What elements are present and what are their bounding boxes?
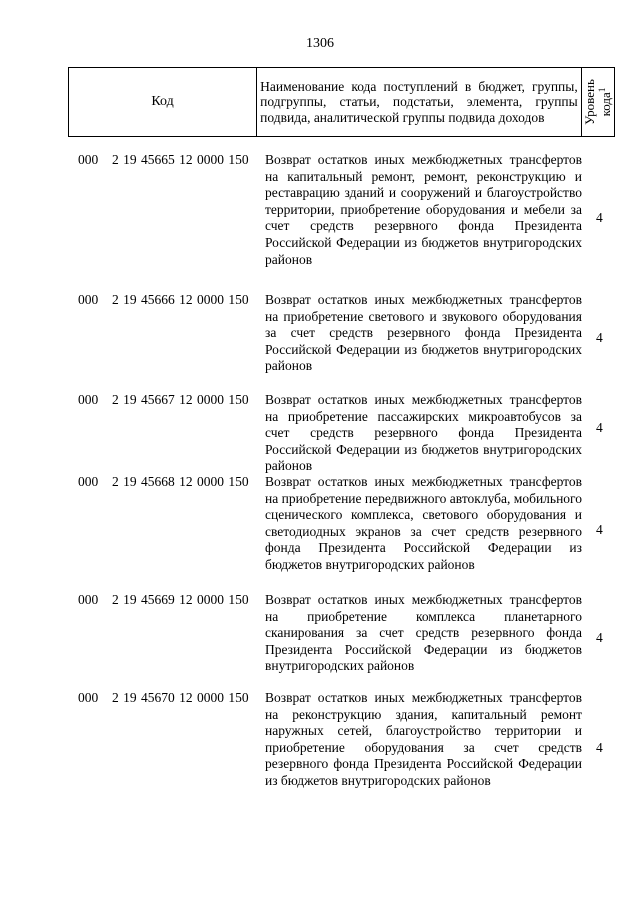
row-admin-code: 000 [78,690,99,705]
row-level: 4 [596,330,603,345]
page-number: 1306 [306,36,334,51]
row-code [78,152,249,168]
row-revenue-code: 2 19 45670 12 0000 150 [112,690,249,705]
header-name: Наименование кода поступлений в бюджет, группы, подгруппы, статьи, подстатьи, элемента, группы подвида, аналитической группы подвида доходов [257,68,582,137]
header-level-line1: Уровень [581,79,597,125]
row-level: 4 [596,740,603,755]
row-level: 4 [596,420,603,435]
row-revenue-code: 2 19 45669 12 0000 150 [112,592,249,607]
row-level: 4 [596,210,603,225]
header-level-text [581,79,614,125]
row-revenue-code: 2 19 45668 12 0000 150 [112,474,249,489]
header-level [581,68,614,137]
row-code [78,690,249,706]
row-admin-code: 000 [78,592,99,607]
row-name: Возврат остатков иных межбюджетных трансфертов на приобретение пассажирских микроавтобусов за счет средств резервного фонда Президента Российской Федерации из бюджетов внутригородских районов [265,392,582,474]
table-header [68,67,615,137]
header-code: Код [69,68,257,137]
row-name: Возврат остатков иных межбюджетных трансфертов на реконструкцию здания, капитальный ремонт наружных сетей, благоустройство территории и приобретение оборудования за счет средств резервного фонда Президента Российской Федерации из бюджетов внутригородских районов [265,690,582,788]
row-admin-code: 000 [78,292,99,307]
row-code [78,592,249,608]
row-name: Возврат остатков иных межбюджетных трансфертов на капитальный ремонт, ремонт, реконструкцию и реставрацию зданий и сооружений и благоустройство территории, приобретение оборудования и мебели за счет средств резервного фонда Президента Российской Федерации из бюджетов внутригородских районов [265,152,582,267]
row-name: Возврат остатков иных межбюджетных трансфертов на приобретение комплекса планетарного сканирования за счет средств резервного фонда Президента Российской Федерации из бюджетов внутригородских районов [265,592,582,674]
row-name: Возврат остатков иных межбюджетных трансфертов на приобретение передвижного автоклуба, мобильного сценического комплекса, светового оборудования и светодиодных экранов за счет средств резервного фонда Президента Российской Федерации из бюджетов внутригородских районов [265,474,582,572]
header-level-footnote: 1 [596,87,607,93]
row-level: 4 [596,522,603,537]
header-level-line2: кода [598,92,614,117]
row-revenue-code: 2 19 45666 12 0000 150 [112,292,249,307]
row-revenue-code: 2 19 45665 12 0000 150 [112,152,249,167]
row-code [78,392,249,408]
row-revenue-code: 2 19 45667 12 0000 150 [112,392,249,407]
row-level: 4 [596,630,603,645]
row-code [78,292,249,308]
row-name: Возврат остатков иных межбюджетных трансфертов на приобретение светового и звукового оборудования за счет средств резервного фонда Президента Российской Федерации из бюджетов внутригородских районов [265,292,582,374]
row-admin-code: 000 [78,392,99,407]
row-admin-code: 000 [78,152,99,167]
row-admin-code: 000 [78,474,99,489]
row-code [78,474,249,490]
